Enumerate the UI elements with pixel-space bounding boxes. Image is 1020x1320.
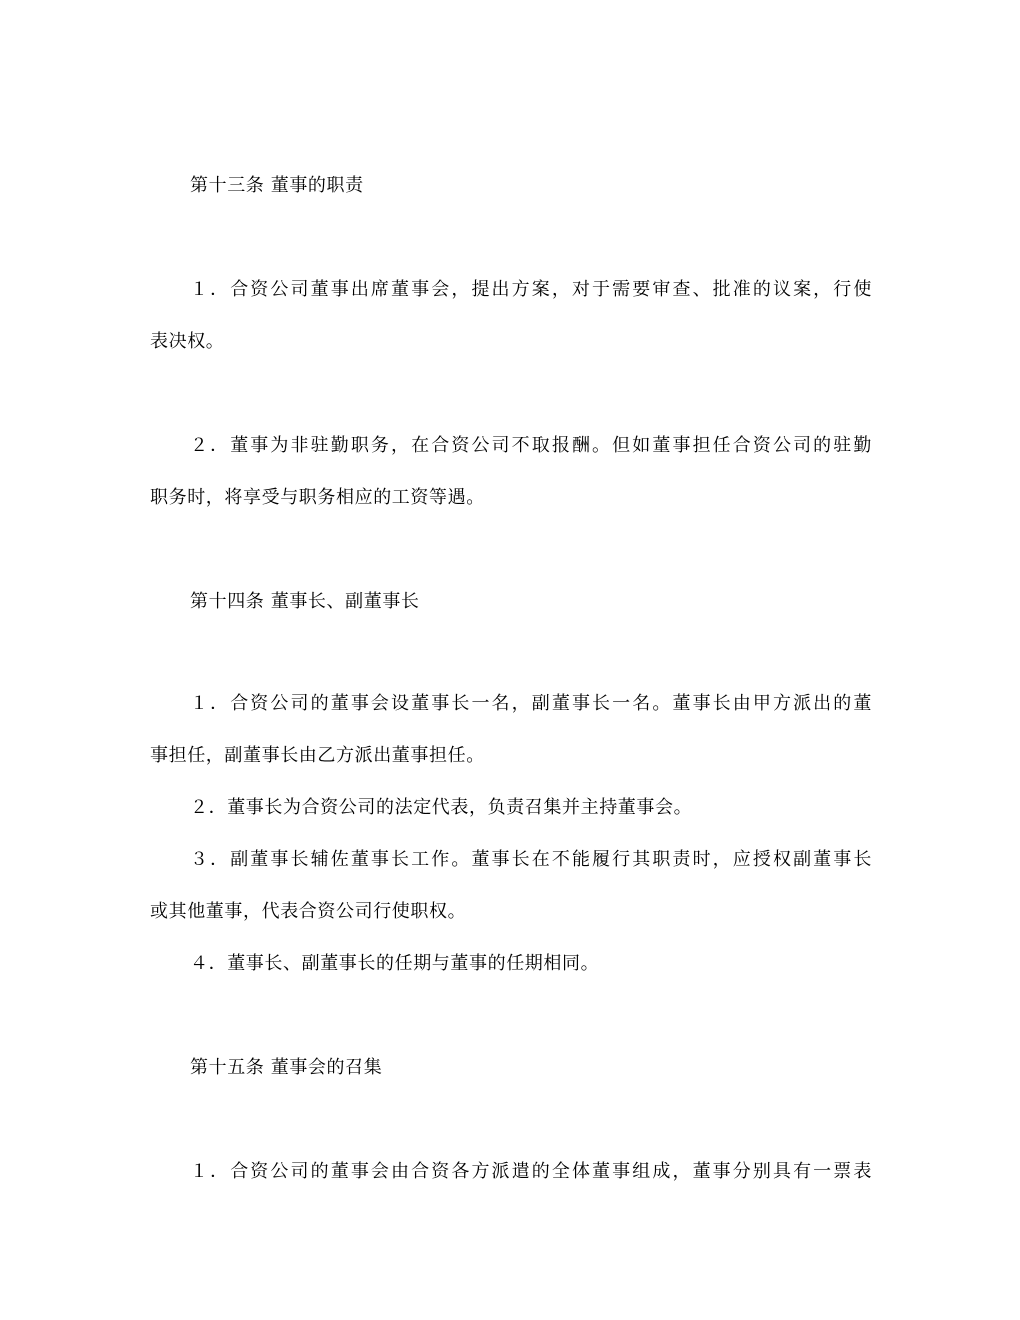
- article-13-heading: 第十三条 董事的职责: [190, 175, 364, 196]
- article-14-item-2-line-1: ２．董事长为合资公司的法定代表，负责召集并主持董事会。: [190, 797, 693, 818]
- article-15-item-1-line-1: １．合资公司的董事会由合资各方派遣的全体董事组成，董事分别具有一票表: [190, 1161, 872, 1182]
- article-14-item-1-line-2: 事担任，副董事长由乙方派出董事担任。: [150, 745, 485, 766]
- article-14-item-1-line-1: １．合资公司的董事会设董事长一名，副董事长一名。董事长由甲方派出的董: [190, 693, 872, 714]
- article-14-heading: 第十四条 董事长、副董事长: [190, 591, 420, 612]
- article-13-item-2-line-2: 职务时，将享受与职务相应的工资等遇。: [150, 487, 485, 508]
- article-13-item-2-line-1: ２．董事为非驻勤职务，在合资公司不取报酬。但如董事担任合资公司的驻勤: [190, 435, 872, 456]
- article-14-item-4-line-1: ４．董事长、副董事长的任期与董事的任期相同。: [190, 953, 600, 974]
- article-15-heading: 第十五条 董事会的召集: [190, 1057, 383, 1078]
- article-14-item-3-line-2: 或其他董事，代表合资公司行使职权。: [150, 901, 467, 922]
- article-13-item-1-line-2: 表决权。: [150, 331, 225, 352]
- article-13-item-1-line-1: １．合资公司董事出席董事会，提出方案，对于需要审查、批准的议案，行使: [190, 279, 872, 300]
- article-14-item-3-line-1: ３．副董事长辅佐董事长工作。董事长在不能履行其职责时，应授权副董事长: [190, 849, 872, 870]
